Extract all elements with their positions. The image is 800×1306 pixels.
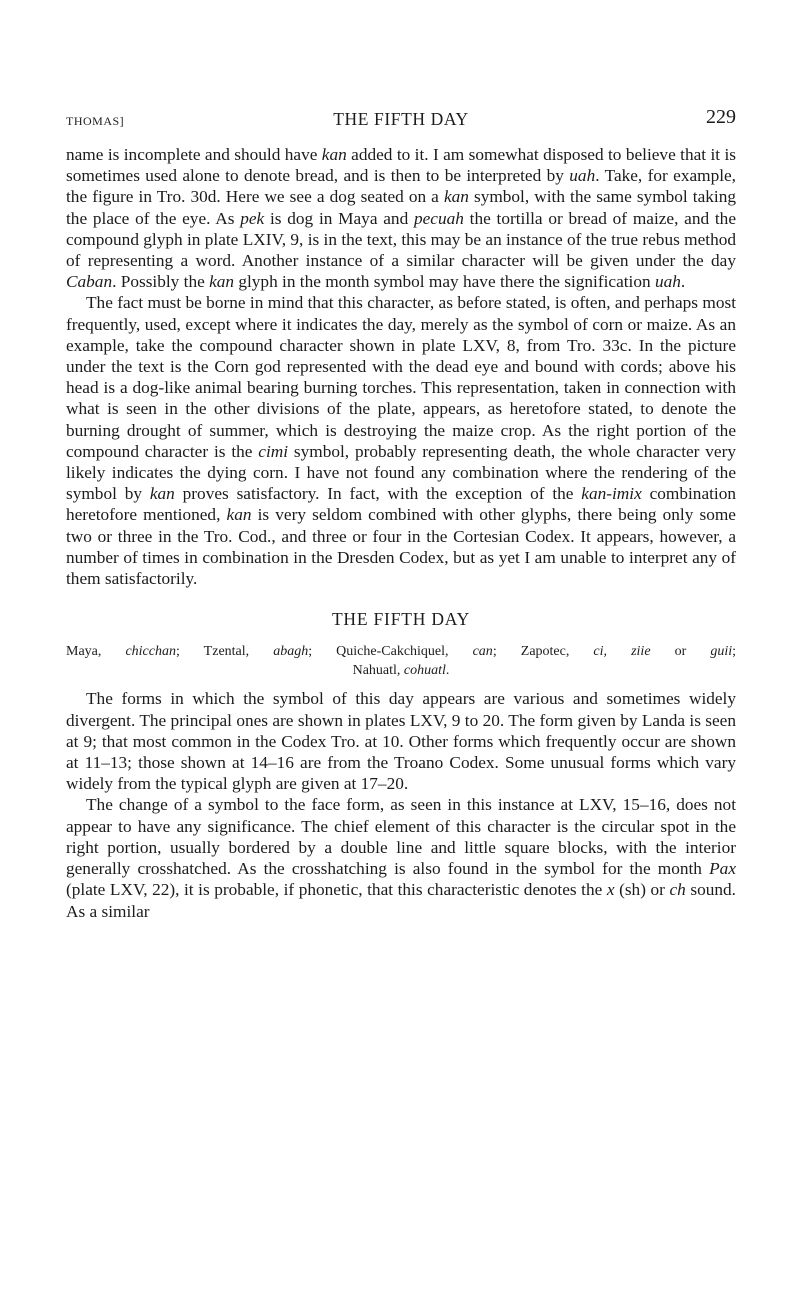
paragraph-4: The change of a symbol to the face form, as seen in this instance at LXV, 15–16, does not appear to have any significance. The chief element of this character is the circular spot in the right portion, usually bordered by a double line and little square blocks, with the interior generally crosshatched. As the crosshatching is also found in the symbol for the month Pax (plate LXV, 22), it is probable, if phonetic, that this characteristic denotes the x (sh) or ch sound. As a similar [66,795,736,921]
day-names-line-2: Nahuatl, cohuatl. [352,663,450,679]
day-names-line-1: Maya, chicchan; Tzental, abagh; Quiche-Cakchiquel, can; Zapotec, ci, ziie or guii; [66,644,736,660]
paragraph-1: name is incomplete and should have kan added to it. I am somewhat disposed to believe that it is sometimes used alone to denote bread, and is then to be interpreted by uah. Take, for example, the figure in Tro. 30d. Here we see a dog seated on a kan symbol, with the same symbol taking the place of the eye. As pek is dog in Maya and pecuah the tortilla or bread of maize, and the compound glyph in plate LXIV, 9, is in the text, this may be an instance of the true rebus method of representing a word. Another instance of a similar character will be given under the day Caban. Possibly the kan glyph in the month symbol may have there the signification uah. [66,145,737,292]
page-number: 229 [706,106,736,128]
day-names [66,642,736,680]
page-body [66,144,736,922]
section-heading: THE FIFTH DAY [331,609,471,630]
running-head-author: THOMAS] [66,114,125,128]
running-head-title: THE FIFTH DAY [333,109,469,129]
paragraph-3: The forms in which the symbol of this day appears are various and sometimes widely divergent. The principal ones are shown in plates LXV, 9 to 20. The form given by Landa is seen at 9; that most common in the Codex Tro. at 10. Other forms which frequently occur are shown at 11–13; those shown at 14–16 are from the Troano Codex. Some unusual forms which vary widely from the typical glyph are given at 17–20. [66,689,736,794]
running-head [66,106,736,132]
paragraph-2: The fact must be borne in mind that this character, as before stated, is often, and perhaps most frequently, used, except where it indicates the day, merely as the symbol of corn or maize. As an example, take the compound character shown in plate LXV, 8, from Tro. 33c. In the picture under the text is the Corn god represented with the dead eye and bound with cords; above his head is a dog-like animal bearing burning torches. This representation, taken in connection with what is seen in the other divisions of the plate, appears, as heretofore stated, to denote the burning drought of summer, which is destroying the maize crop. As the right portion of the compound character is the cimi symbol, probably representing death, the whole character very likely indicates the dying corn. I have not found any combination where the rendering of the symbol by kan proves satisfactory. In fact, with the exception of the kan-imix combination heretofore mentioned, kan is very seldom combined with other glyphs, there being only some two or three in the Tro. Cod., and three or four in the Cortesian Codex. It appears, however, a number of times in combination in the Dresden Codex, but as yet I am unable to interpret any of them satisfactorily. [66,293,736,589]
